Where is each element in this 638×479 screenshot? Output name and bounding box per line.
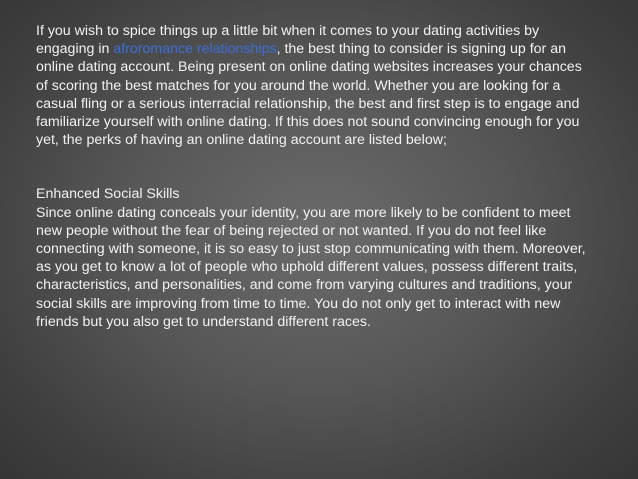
intro-text-after-link: , the best thing to consider is signing up for an online dating account. Being present on online dating websites increases your chances of scoring the best matches for you around the world. Whether you are looking for a casual fling or a serious interracial relationship, the best and first step is to engage and familiarize yourself with online dating. If this does not sound convincing enough for you yet, the perks of having an online dating account are listed below; [36, 41, 582, 149]
section-heading: Enhanced Social Skills [36, 186, 180, 203]
intro-text-before-link: If you wish to spice things up a little bit when it comes to your dating activities by engaging in [36, 23, 540, 58]
section-body: Since online dating conceals your identity, you are more likely to be confident to meet new people without the fear of being rejected or not wanted. If you do not feel like connecting with someone, it is so easy to just stop communicating with them. Moreover, as you get to know a lot of people who uphold different values, possess different traits, characteristics, and personalities, and come from varying cultures and traditions, your social skills are improving from time to time. You do not only get to interact with new friends but you also get to understand different races. [36, 204, 586, 330]
afroromance-link[interactable]: afroromance relationships [113, 41, 277, 58]
slide-content [36, 22, 596, 331]
intro-paragraph [36, 22, 596, 149]
paragraph-spacer [36, 149, 596, 185]
